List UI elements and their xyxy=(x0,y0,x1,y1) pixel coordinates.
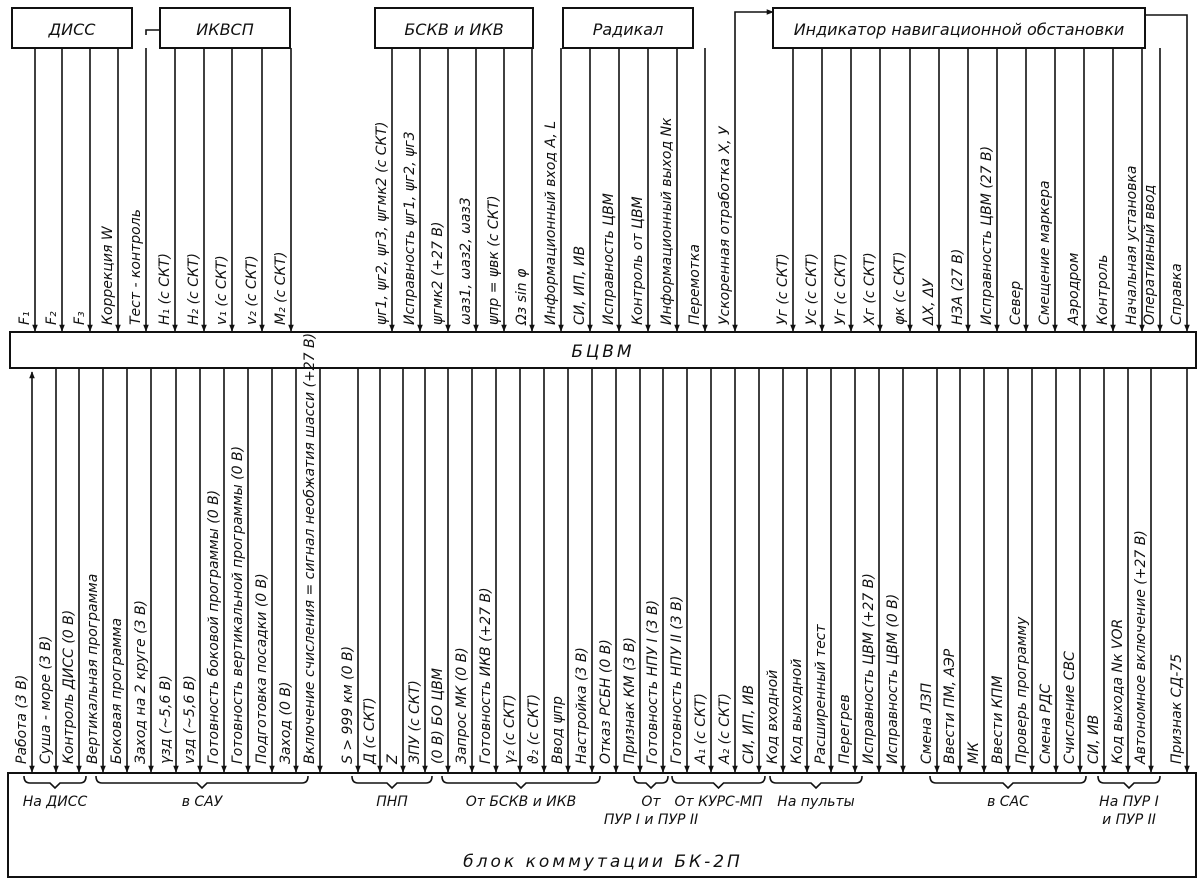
top-signal-label: Уг (с СКТ) xyxy=(775,253,791,325)
top-signal-label: ψг1, ψг2, ψг3, ψгмк2 (с СКТ) xyxy=(374,121,390,325)
group-label: в САУ xyxy=(181,794,223,810)
bottom-signal-label: Перегрев xyxy=(837,694,853,764)
top-signal-label: ψпр = ψвк (с СКТ) xyxy=(486,195,502,325)
top-signal-label: Тест - контроль xyxy=(128,209,144,325)
bottom-signal-label: Счисление СВС xyxy=(1062,651,1078,764)
top-signal-label: Север xyxy=(1008,280,1024,325)
top-signal-label: ωаз1, ωаз2, ωаз3 xyxy=(458,197,474,325)
bottom-signal-label: Проверь программу xyxy=(1014,616,1030,764)
bottom-signal-label: Ввод ψпр xyxy=(550,696,566,764)
bottom-signal-label: Код выходной xyxy=(789,658,805,764)
bottom-signal-label: Расширенный тест xyxy=(813,624,829,764)
reference-connector xyxy=(1145,15,1187,48)
bottom-signal-label: СИ, ИВ xyxy=(1086,714,1102,764)
top-signal-label: Аэродром xyxy=(1066,252,1082,325)
bottom-signal-label: Ввести КПМ xyxy=(990,675,1006,764)
top-signal-label: H₂ (с СКТ) xyxy=(186,253,202,325)
top-signal-label: Коррекция W xyxy=(100,226,116,325)
top-signal-label: v₁ (с СКТ) xyxy=(214,255,230,325)
bottom-signal-label: Код выхода Nк VOR xyxy=(1110,618,1126,764)
top-signal-label: Начальная установка xyxy=(1124,165,1140,325)
group-label-secondary: ПУР I и ПУР II xyxy=(603,812,699,828)
bottom-signal-label: Признак СД-75 xyxy=(1169,653,1185,764)
bottom-signal-label: Готовность НПУ II (3 В) xyxy=(669,595,685,764)
bottom-signal-label: Суша - море (3 В) xyxy=(38,635,54,764)
group-label: На ПУР I xyxy=(1099,794,1159,810)
bottom-signal-label: Готовность ИКВ (+27 В) xyxy=(478,587,494,764)
top-signal-label: Исправность ЦВМ xyxy=(601,193,617,325)
group-label: На ДИСС xyxy=(22,794,88,810)
bottom-signal-label: vзд (~5,6 В) xyxy=(182,675,198,764)
top-signal-label: H₁ (с СКТ) xyxy=(157,253,173,325)
bottom-signal-label: γ₂ (с СКТ) xyxy=(502,694,518,764)
bottom-signal-label: Д (с СКТ) xyxy=(362,697,378,764)
top-signal-label: Справка xyxy=(1169,263,1185,325)
top-signal-label: Ус (с СКТ) xyxy=(804,252,820,325)
top-signal-label: M₂ (с СКТ) xyxy=(273,251,289,325)
bottom-signal-label: МК xyxy=(966,741,982,764)
bottom-signal-label: ЗПУ (с СКТ) xyxy=(407,680,423,764)
top-signal-label: Контроль от ЦВМ xyxy=(630,196,646,325)
bottom-signal-label: Вертикальная программа xyxy=(85,573,101,764)
bottom-signal-label: Признак КМ (3 В) xyxy=(622,637,638,764)
top-signal-label: ψгмк2 (+27 В) xyxy=(430,221,446,325)
bottom-signal-label: Контроль ДИСС (0 В) xyxy=(61,609,77,764)
accelerated-output-connector xyxy=(735,12,773,70)
diss-label: ДИСС xyxy=(48,20,96,39)
bottom-signal-label: Смена ЛЗП xyxy=(919,682,935,764)
top-signal-label: Перемотка xyxy=(687,244,703,325)
bottom-signal-label: СИ, ИП, ИВ xyxy=(741,684,757,764)
group-label: На пульты xyxy=(777,794,855,810)
bottom-signal-label: Z xyxy=(385,754,401,764)
bottom-signal-label: A₁ (с СКТ) xyxy=(693,693,709,764)
bottom-signal-label: Исправность ЦВМ (0 В) xyxy=(885,593,901,764)
bottom-signal-label: ϑ₂ (с СКТ) xyxy=(526,693,542,764)
bottom-signal-label: (0 В) БО ЦВМ xyxy=(430,668,446,764)
bottom-signal-label: A₂ (с СКТ) xyxy=(717,693,733,764)
bottom-signal-label: Подготовка посадки (0 В) xyxy=(254,573,270,764)
top-signal-label: F₃ xyxy=(72,311,88,325)
bottom-signal-label: Готовность НПУ I (3 В) xyxy=(645,599,661,764)
radikal-label: Радикал xyxy=(592,20,664,39)
top-signal-label: φк (с СКТ) xyxy=(892,251,908,325)
top-signal-label: ΔХ, ΔУ xyxy=(921,278,937,325)
bk-2p-label: блок коммутации БК-2П xyxy=(463,852,743,872)
top-signal-label: НЗА (27 В) xyxy=(950,248,966,325)
group-label: От КУРС-МП xyxy=(674,794,763,810)
navigation-indicator-label: Индикатор навигационной обстановки xyxy=(793,20,1125,39)
ikvsp-label: ИКВСП xyxy=(196,20,254,39)
top-signal-label: Информационный вход A, L xyxy=(543,120,559,325)
bottom-signal-label: Автономное включение (+27 В) xyxy=(1133,530,1149,764)
bottom-signal-label: Заход (0 В) xyxy=(278,681,294,764)
top-signal-label: Хг (с СКТ) xyxy=(862,252,878,325)
top-signal-label: Контроль xyxy=(1095,254,1111,325)
bottom-signal-label: Включение счисления = сигнал необжатия шасси (+27 В) xyxy=(302,332,318,764)
group-label: От БСКВ и ИКВ xyxy=(465,794,577,810)
bottom-signal-label: Работа (3 В) xyxy=(14,674,30,764)
bottom-signal-label: Боковая программа xyxy=(109,617,125,764)
group-label: От xyxy=(641,794,661,810)
bottom-signal-label: Настройка (3 В) xyxy=(574,647,590,764)
bottom-signal-labels xyxy=(14,333,1185,765)
bottom-signal-label: S > 999 км (0 В) xyxy=(340,645,356,764)
bottom-signal-label: Исправность ЦВМ (+27 В) xyxy=(861,573,877,764)
top-signal-labels xyxy=(17,117,1185,326)
bottom-signal-label: Запрос МК (0 В) xyxy=(454,647,470,764)
top-signal-label: Оперативный ввод xyxy=(1142,184,1158,325)
top-signal-label: Уг (с СКТ) xyxy=(833,253,849,325)
top-signal-label: Смещение маркера xyxy=(1037,180,1053,325)
top-signal-label: Исправность ψг1, ψг2, ψг3 xyxy=(402,131,418,325)
group-label-secondary: и ПУР II xyxy=(1102,812,1156,828)
top-signal-label: СИ, ИП, ИВ xyxy=(572,245,588,325)
top-signal-label: Ωз sin φ xyxy=(514,268,530,325)
bottom-signal-label: Смена РДС xyxy=(1038,683,1054,764)
bskv-ikv-label: БСКВ и ИКВ xyxy=(404,20,504,39)
test-control-connector xyxy=(146,30,160,35)
top-signal-label: v₂ (с СКТ) xyxy=(244,255,260,325)
top-signal-label: F₂ xyxy=(44,311,60,325)
bottom-signal-label: γзд (~5,6 В) xyxy=(158,675,174,764)
bottom-signal-label: Ввести ПМ, АЭР xyxy=(942,648,958,764)
top-signal-label: Исправность ЦВМ (27 В) xyxy=(979,145,995,325)
group-label: ПНП xyxy=(376,794,408,810)
bottom-signal-label: Готовность боковой программы (0 В) xyxy=(206,489,222,764)
group-label: в САС xyxy=(987,794,1029,810)
bottom-signal-label: Отказ РСБН (0 В) xyxy=(598,639,614,764)
bcvm-label: БЦВМ xyxy=(571,342,635,362)
top-signal-label: Ускоренная отработка X, У xyxy=(717,126,733,325)
bottom-signal-label: Заход на 2 круге (3 В) xyxy=(133,599,149,764)
top-signal-label: F₁ xyxy=(17,311,33,325)
bottom-signal-label: Готовность вертикальной программы (0 В) xyxy=(230,445,246,764)
top-signal-label: Информационный выход Nк xyxy=(659,117,675,325)
bottom-signal-label: Код входной xyxy=(765,669,781,764)
